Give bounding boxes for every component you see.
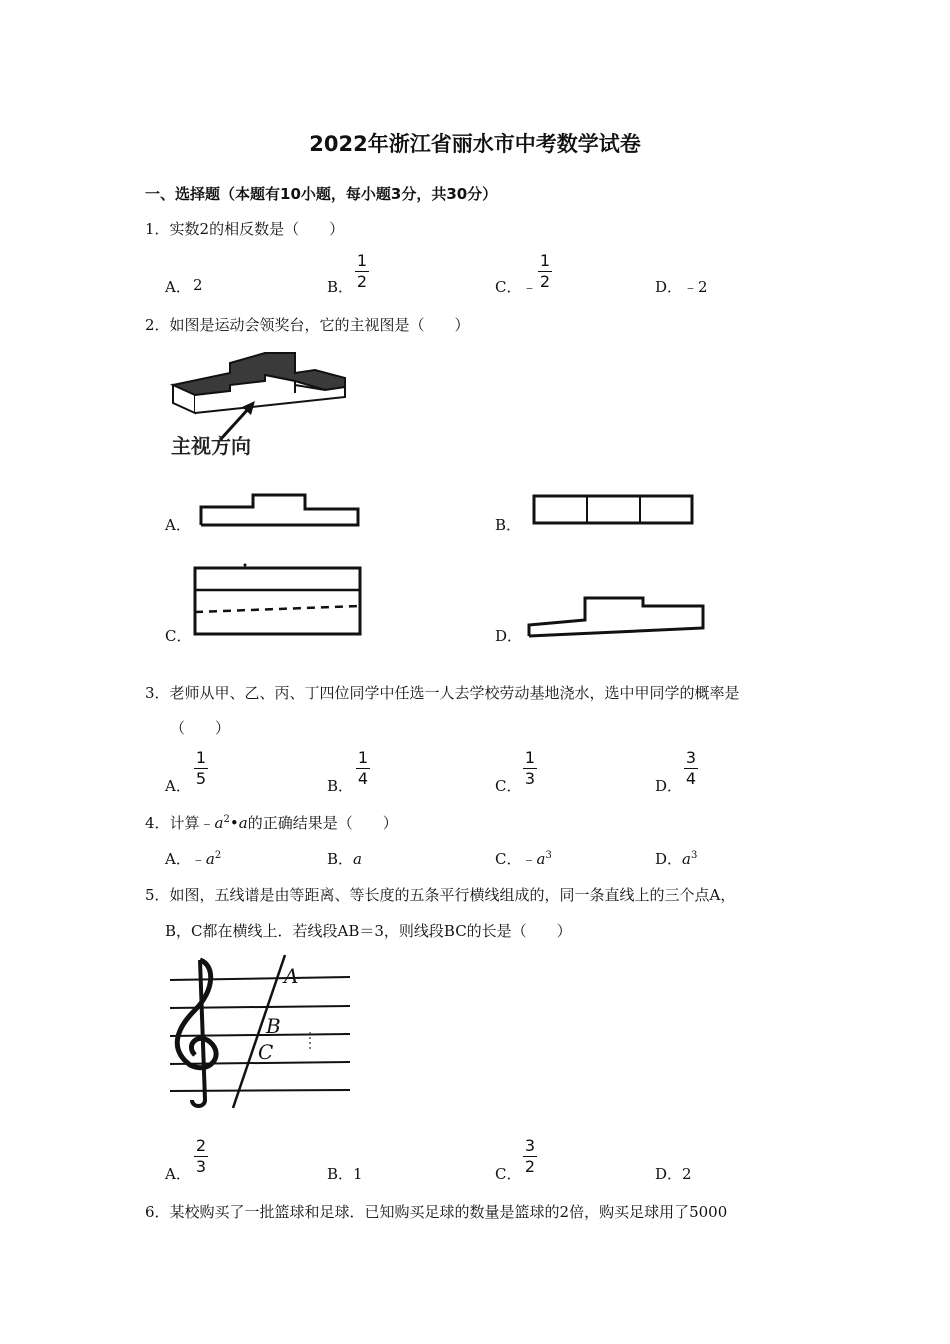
q3-stem-line2: （ ） [170, 719, 231, 737]
q1-option-c-sign: ﹣ [522, 278, 538, 296]
fraction-numerator: 3 [685, 748, 697, 767]
fraction-numerator: 1 [195, 748, 207, 767]
q5-stem-line2: B，C都在横线上．若线段AB＝3，则线段BC的长是（ ） [165, 922, 572, 940]
q2-option-a-label: A． [165, 516, 191, 534]
q3-stem-line1: 3．老师从甲、乙、丙、丁四位同学中任选一人去学校劳动基地浇水，选中甲同学的概率是 [145, 684, 740, 702]
point-c-label: C [258, 1040, 274, 1064]
q1-option-d-value: ﹣2 [683, 278, 708, 296]
q3-option-a-fraction [194, 749, 208, 788]
q5-stem-line1: 5．如图，五线谱是由等距离、等长度的五条平行横线组成的，同一条直线上的三个点A， [145, 886, 736, 904]
fraction-denominator: 4 [685, 769, 697, 788]
fraction-denominator: 2 [356, 272, 368, 291]
q5-option-a-fraction [194, 1137, 208, 1176]
q6-stem-line1: 6．某校购买了一批篮球和足球．已知购买足球的数量是篮球的2倍，购买足球用了5000 [145, 1203, 728, 1221]
fraction-denominator: 2 [524, 1157, 536, 1176]
q4-option-b: B．a [327, 850, 362, 868]
q5-option-b: B．1 [327, 1165, 363, 1183]
fraction-numerator: 1 [539, 251, 551, 270]
q1-option-b-label: B． [327, 278, 354, 296]
q1-option-a-value: 2 [193, 276, 203, 294]
q1-option-d-label: D． [655, 278, 683, 296]
q4-option-d: D．$a^3$ [655, 850, 698, 868]
fraction-denominator: 2 [539, 272, 551, 291]
section-heading: 一、选择题（本题有10小题，每小题3分，共30分） [145, 185, 498, 203]
fraction-denominator: 3 [524, 769, 536, 788]
q3-option-b-label: B． [327, 777, 354, 795]
q5-option-d: D．2 [655, 1165, 692, 1183]
q5-option-c-label: C． [495, 1165, 522, 1183]
q3-option-d-fraction [684, 749, 698, 788]
q4-stem: 4．计算$﹣a^2•a$的正确结果是（ ） [145, 814, 398, 832]
fraction-denominator: 4 [357, 769, 369, 788]
staff-figure [160, 950, 360, 1110]
view-direction-caption: 主视方向 [171, 434, 251, 458]
fraction-numerator: 1 [356, 251, 368, 270]
fraction-numerator: 2 [195, 1136, 207, 1155]
q3-option-a-label: A． [165, 777, 191, 795]
q2-option-a-figure [195, 485, 365, 530]
q2-option-d-figure [525, 590, 710, 640]
q5-option-c-fraction [523, 1137, 537, 1176]
fraction-numerator: 1 [357, 748, 369, 767]
q2-option-c-label: C． [165, 627, 192, 645]
q3-option-d-label: D． [655, 777, 683, 795]
q1-option-a-label: A． [165, 278, 191, 296]
treble-clef-icon [177, 960, 216, 1068]
page-title: 2022年浙江省丽水市中考数学试卷 [309, 132, 641, 156]
fraction-denominator: 3 [195, 1157, 207, 1176]
q1-option-c-fraction [538, 252, 552, 291]
podium-figure [165, 345, 355, 470]
q2-option-c-figure [190, 560, 365, 640]
q3-option-c-fraction [523, 749, 537, 788]
q4-option-a: A．$﹣a^2$ [165, 850, 222, 868]
q4-option-c: C．$﹣a^3$ [495, 850, 552, 868]
q2-option-d-label: D． [495, 627, 523, 645]
fraction-numerator: 3 [524, 1136, 536, 1155]
q1-option-c-label: C． [495, 278, 522, 296]
q1-option-b-fraction [355, 252, 369, 291]
q2-option-b-label: B． [495, 516, 522, 534]
q2-stem: 2．如图是运动会领奖台，它的主视图是（ ） [145, 316, 470, 334]
q1-stem: 1．实数2的相反数是（ ） [145, 220, 345, 238]
q3-option-c-label: C． [495, 777, 522, 795]
fraction-denominator: 5 [195, 769, 207, 788]
q5-option-a-label: A． [165, 1165, 191, 1183]
fraction-numerator: 1 [524, 748, 536, 767]
point-a-label: A [284, 964, 299, 988]
q3-option-b-fraction [356, 749, 370, 788]
q2-option-b-figure [530, 490, 700, 530]
point-b-label: B [266, 1014, 281, 1038]
